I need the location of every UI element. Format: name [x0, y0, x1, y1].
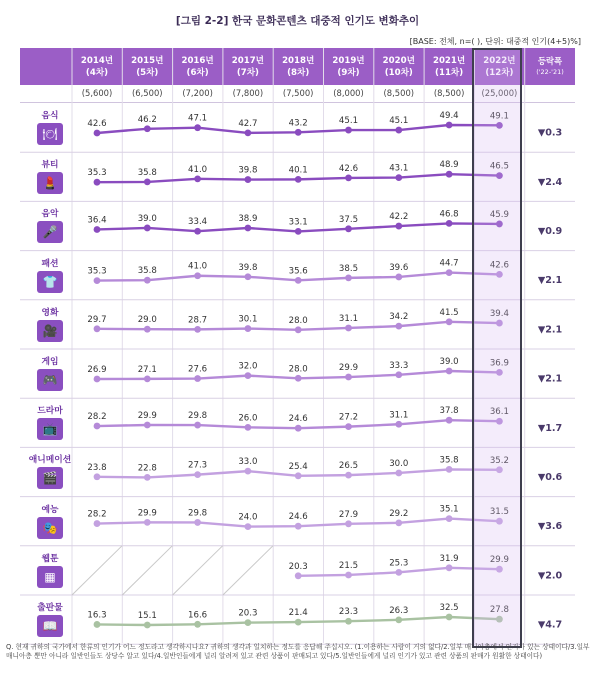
animation-icon: 🎬 — [37, 467, 63, 489]
data-point — [194, 272, 201, 279]
data-point — [245, 468, 252, 475]
data-label: 26.9 — [87, 365, 107, 375]
sample-size: (6,500) — [132, 88, 163, 98]
data-point — [245, 325, 252, 332]
data-point — [295, 228, 302, 235]
data-label: 25.3 — [389, 558, 409, 569]
data-label: 47.1 — [188, 113, 208, 124]
data-label: 27.1 — [137, 364, 157, 375]
wave-label: (9차) — [337, 67, 360, 78]
data-label: 25.4 — [288, 461, 308, 472]
data-label: 27.8 — [489, 605, 509, 616]
data-point — [144, 622, 151, 629]
data-label: 46.2 — [137, 114, 157, 125]
data-point — [345, 225, 352, 232]
data-point — [144, 225, 151, 232]
data-point — [94, 325, 101, 332]
data-label: 29.0 — [137, 315, 157, 326]
wave-label: (8차) — [287, 67, 310, 78]
data-point — [245, 225, 252, 232]
mask-icon: 🎭 — [37, 517, 63, 539]
change-value: ▼2.1 — [537, 275, 563, 287]
category-label: 영화 — [41, 307, 59, 318]
category-label: 게임 — [41, 357, 59, 367]
data-label: 42.6 — [489, 260, 509, 271]
data-point — [245, 273, 252, 280]
change-header-sub: ('22-'21) — [536, 67, 564, 76]
data-label: 42.2 — [389, 212, 409, 223]
data-point — [496, 221, 503, 228]
data-point — [496, 418, 503, 425]
data-label: 32.0 — [238, 361, 258, 372]
data-label: 35.8 — [439, 455, 459, 466]
data-point — [345, 175, 352, 182]
data-label: 29.8 — [188, 508, 208, 519]
data-label: 27.9 — [338, 509, 359, 520]
data-point — [245, 129, 252, 136]
data-label: 24.6 — [288, 414, 308, 425]
data-label: 20.3 — [288, 561, 308, 572]
change-value: ▼3.6 — [537, 521, 563, 533]
data-point — [395, 421, 402, 428]
data-point — [94, 423, 101, 430]
data-label: 49.4 — [439, 111, 459, 121]
data-label: 44.7 — [439, 258, 459, 269]
category-label: 출판물 — [37, 603, 63, 613]
data-point — [245, 619, 252, 626]
data-label: 38.5 — [338, 263, 359, 274]
sample-size: (8,500) — [433, 88, 465, 98]
data-label: 46.5 — [489, 161, 509, 172]
change-value: ▼2.0 — [537, 570, 563, 582]
data-label: 29.2 — [389, 508, 409, 519]
data-label: 26.0 — [238, 413, 258, 424]
data-label: 33.1 — [288, 217, 308, 228]
category-label: 뷰티 — [41, 160, 59, 171]
data-point — [295, 523, 302, 530]
data-label: 39.0 — [439, 357, 459, 367]
data-point — [446, 564, 453, 571]
data-label: 35.3 — [87, 266, 107, 277]
data-label: 42.6 — [338, 163, 359, 174]
sample-size: (8,500) — [383, 88, 415, 98]
data-point — [496, 518, 503, 525]
data-point — [345, 325, 352, 332]
data-label: 43.2 — [288, 118, 308, 129]
change-header-label: 등락폭 — [537, 55, 563, 66]
data-point — [395, 616, 402, 623]
data-point — [345, 374, 352, 381]
category-label: 애니메이션 — [28, 455, 72, 466]
data-label: 22.8 — [137, 463, 157, 474]
data-point — [144, 375, 151, 382]
footnote: Q. 현재 귀하의 국가에서 한류의 인기가 어느 정도라고 생각하시나요? 귀하의 생각과 일치하는 정도를 응답해 주십시오. (1.이용하는 사람이 거의 없다/2.일부 매니아층에서 인기가 있는 상태이다/3.일부 매니아층 뿐만 아니라 일반인들도 상당수 알고 있다/4.일반인들에게 널리 알려져 있고 관련 상품이 판매되고 있다/5.일반인들에게 널리 인기가 있고 관련 상품의 판매가 원활한 상태이다) — [6, 643, 590, 660]
data-point — [245, 372, 252, 379]
food-icon: 🍽 — [37, 123, 63, 145]
data-label: 35.8 — [137, 167, 157, 178]
data-label: 48.9 — [439, 160, 459, 171]
data-point — [345, 618, 352, 625]
data-label: 33.0 — [238, 457, 258, 468]
data-point — [144, 422, 151, 429]
data-point — [446, 318, 453, 325]
data-label: 36.1 — [489, 407, 509, 418]
data-point — [144, 519, 151, 526]
data-point — [395, 127, 402, 134]
data-label: 33.3 — [389, 360, 409, 371]
data-label: 39.8 — [238, 165, 258, 176]
data-point — [446, 614, 453, 621]
data-label: 34.2 — [389, 312, 409, 323]
wave-label: (6차) — [186, 67, 209, 78]
data-point — [496, 566, 503, 573]
wave-label: (12차) — [485, 67, 514, 78]
data-label: 21.5 — [338, 560, 359, 571]
category-label: 웹툰 — [41, 553, 59, 564]
year-label: 2019년 — [332, 55, 365, 66]
data-label: 37.8 — [439, 406, 459, 417]
webtoon-icon: ▦ — [37, 566, 63, 588]
data-point — [194, 375, 201, 382]
data-point — [446, 466, 453, 473]
data-label: 24.0 — [238, 512, 258, 523]
book-icon: 📖 — [37, 615, 63, 637]
data-point — [496, 616, 503, 623]
data-point — [194, 471, 201, 478]
data-label: 29.9 — [338, 363, 359, 374]
data-point — [94, 130, 101, 137]
wave-label: (5차) — [136, 67, 159, 78]
data-label: 45.1 — [389, 116, 409, 127]
beauty-icon: 💄 — [37, 172, 63, 194]
data-label: 43.1 — [389, 163, 409, 174]
data-label: 45.1 — [338, 116, 359, 127]
data-point — [446, 515, 453, 522]
data-label: 29.9 — [137, 508, 157, 519]
data-label: 28.0 — [288, 364, 308, 375]
year-label: 2022년 — [483, 55, 516, 66]
data-point — [446, 122, 453, 129]
data-point — [295, 375, 302, 382]
year-label: 2014년 — [80, 55, 114, 66]
data-point — [446, 368, 453, 375]
data-label: 45.9 — [489, 209, 509, 220]
data-label: 29.9 — [489, 555, 509, 566]
data-point — [345, 520, 352, 527]
sample-size: (8,000) — [333, 88, 364, 98]
data-label: 39.6 — [389, 262, 409, 273]
data-point — [144, 125, 151, 132]
data-label: 49.1 — [489, 111, 509, 122]
sample-size: (5,600) — [81, 88, 113, 98]
data-point — [496, 122, 503, 129]
data-label: 27.2 — [338, 412, 359, 423]
data-label: 31.5 — [489, 507, 509, 518]
data-label: 33.4 — [188, 217, 208, 228]
data-label: 16.6 — [188, 610, 208, 621]
change-value: ▼0.3 — [537, 127, 563, 139]
data-label: 41.0 — [188, 261, 208, 272]
data-point — [94, 621, 101, 628]
data-point — [194, 621, 201, 628]
data-label: 29.7 — [87, 314, 107, 325]
data-point — [395, 470, 402, 477]
data-point — [395, 274, 402, 281]
change-value: ▼2.4 — [537, 176, 563, 188]
change-value: ▼4.7 — [537, 619, 563, 631]
movie-icon: 🎥 — [37, 320, 63, 342]
data-label: 30.1 — [238, 314, 258, 325]
category-label: 패션 — [41, 258, 59, 269]
year-label: 2017년 — [231, 55, 264, 66]
data-label: 42.6 — [87, 119, 107, 129]
data-point — [345, 127, 352, 134]
data-label: 27.6 — [188, 364, 208, 375]
data-point — [496, 172, 503, 179]
data-point — [144, 179, 151, 186]
sample-size: (7,200) — [182, 88, 213, 98]
data-point — [496, 271, 503, 278]
data-point — [94, 179, 101, 186]
data-point — [446, 417, 453, 424]
data-label: 24.6 — [288, 512, 308, 523]
data-point — [194, 175, 201, 182]
wave-label: (10차) — [384, 67, 413, 78]
data-label: 39.8 — [238, 262, 258, 273]
year-label: 2015년 — [131, 55, 164, 66]
no-data-slash — [122, 546, 172, 595]
data-point — [496, 320, 503, 327]
data-label: 40.1 — [288, 165, 308, 176]
change-value: ▼2.1 — [537, 373, 563, 385]
data-label: 27.3 — [188, 460, 208, 471]
fashion-icon: 👕 — [37, 271, 63, 293]
base-note: [BASE: 전체, n=( ), 단위: 대중적 인기(4+5)%] — [409, 37, 581, 46]
data-point — [446, 220, 453, 227]
data-point — [194, 228, 201, 235]
wave-label: (11차) — [435, 67, 464, 78]
data-point — [144, 474, 151, 481]
data-point — [395, 371, 402, 378]
data-label: 28.7 — [188, 315, 208, 326]
data-point — [194, 519, 201, 526]
data-point — [194, 124, 201, 131]
change-value: ▼2.1 — [537, 324, 563, 336]
data-point — [496, 466, 503, 473]
data-point — [446, 171, 453, 178]
sample-size: (7,500) — [282, 88, 314, 98]
data-label: 38.9 — [238, 214, 258, 225]
data-point — [345, 572, 352, 579]
data-point — [144, 277, 151, 284]
data-point — [496, 369, 503, 376]
data-point — [245, 523, 252, 530]
data-label: 28.0 — [288, 315, 308, 326]
data-label: 23.3 — [338, 607, 359, 618]
data-label: 29.9 — [137, 410, 157, 421]
no-data-slash — [173, 546, 223, 595]
data-label: 15.1 — [137, 611, 157, 621]
data-point — [295, 572, 302, 579]
data-label: 23.8 — [87, 462, 107, 473]
category-label: 음악 — [41, 209, 59, 220]
data-label: 32.5 — [439, 603, 459, 613]
year-label: 2021년 — [432, 55, 466, 66]
data-point — [446, 269, 453, 276]
data-label: 31.9 — [439, 553, 459, 564]
data-label: 29.8 — [188, 411, 208, 422]
data-label: 28.2 — [87, 412, 107, 423]
data-point — [94, 226, 101, 233]
data-point — [94, 277, 101, 284]
category-label: 드라마 — [37, 406, 63, 417]
data-point — [395, 174, 402, 181]
data-label: 36.9 — [489, 358, 509, 369]
sample-size: (7,800) — [232, 88, 264, 98]
wave-label: (7차) — [236, 67, 259, 78]
category-label: 예능 — [41, 504, 59, 515]
data-label: 35.8 — [137, 266, 157, 277]
data-point — [94, 473, 101, 480]
data-label: 26.3 — [389, 605, 409, 616]
data-point — [345, 274, 352, 281]
data-point — [94, 520, 101, 527]
year-label: 2020년 — [382, 55, 415, 66]
data-label: 41.5 — [439, 307, 459, 318]
data-label: 30.0 — [389, 458, 409, 469]
data-point — [295, 472, 302, 479]
data-point — [194, 326, 201, 333]
no-data-slash — [223, 546, 273, 595]
data-label: 26.5 — [338, 461, 359, 472]
data-label: 39.0 — [137, 213, 157, 224]
data-point — [345, 472, 352, 479]
data-label: 20.3 — [238, 608, 258, 619]
data-point — [395, 223, 402, 230]
data-label: 35.3 — [87, 168, 107, 179]
data-label: 16.3 — [87, 610, 107, 621]
data-point — [295, 176, 302, 183]
data-label: 37.5 — [338, 214, 359, 225]
data-point — [245, 176, 252, 183]
data-point — [144, 326, 151, 333]
data-label: 46.8 — [439, 209, 459, 220]
data-label: 28.2 — [87, 509, 107, 520]
data-point — [94, 376, 101, 383]
data-point — [194, 422, 201, 429]
sample-size: (25,000) — [481, 88, 518, 98]
data-point — [395, 323, 402, 330]
data-point — [395, 519, 402, 526]
data-label: 31.1 — [389, 410, 409, 421]
wave-label: (4차) — [85, 67, 109, 78]
music-icon: 🎤 — [37, 221, 63, 243]
change-value: ▼0.6 — [537, 472, 563, 483]
data-point — [345, 423, 352, 430]
tv-icon: 📺 — [37, 418, 63, 440]
data-point — [295, 619, 302, 626]
data-point — [295, 129, 302, 136]
data-label: 21.4 — [288, 608, 308, 619]
year-label: 2018년 — [282, 55, 315, 66]
category-label: 음식 — [41, 111, 59, 121]
data-label: 41.0 — [188, 164, 208, 175]
year-label: 2016년 — [181, 55, 214, 66]
data-label: 31.1 — [338, 313, 359, 324]
data-label: 42.7 — [238, 118, 258, 129]
change-value: ▼1.7 — [537, 422, 563, 434]
game-icon: 🎮 — [37, 369, 63, 391]
data-point — [295, 425, 302, 432]
data-point — [295, 277, 302, 284]
data-label: 35.1 — [439, 504, 459, 515]
no-data-slash — [72, 546, 122, 595]
data-point — [395, 569, 402, 576]
data-label: 35.6 — [288, 266, 308, 277]
data-label: 39.4 — [489, 309, 509, 320]
page-title: [그림 2-2] 한국 문화콘텐츠 대중적 인기도 변화추이 — [175, 15, 420, 27]
data-point — [245, 424, 252, 431]
data-point — [295, 326, 302, 333]
data-label: 36.4 — [87, 215, 107, 226]
change-value: ▼0.9 — [537, 226, 563, 237]
data-label: 35.2 — [489, 455, 509, 466]
